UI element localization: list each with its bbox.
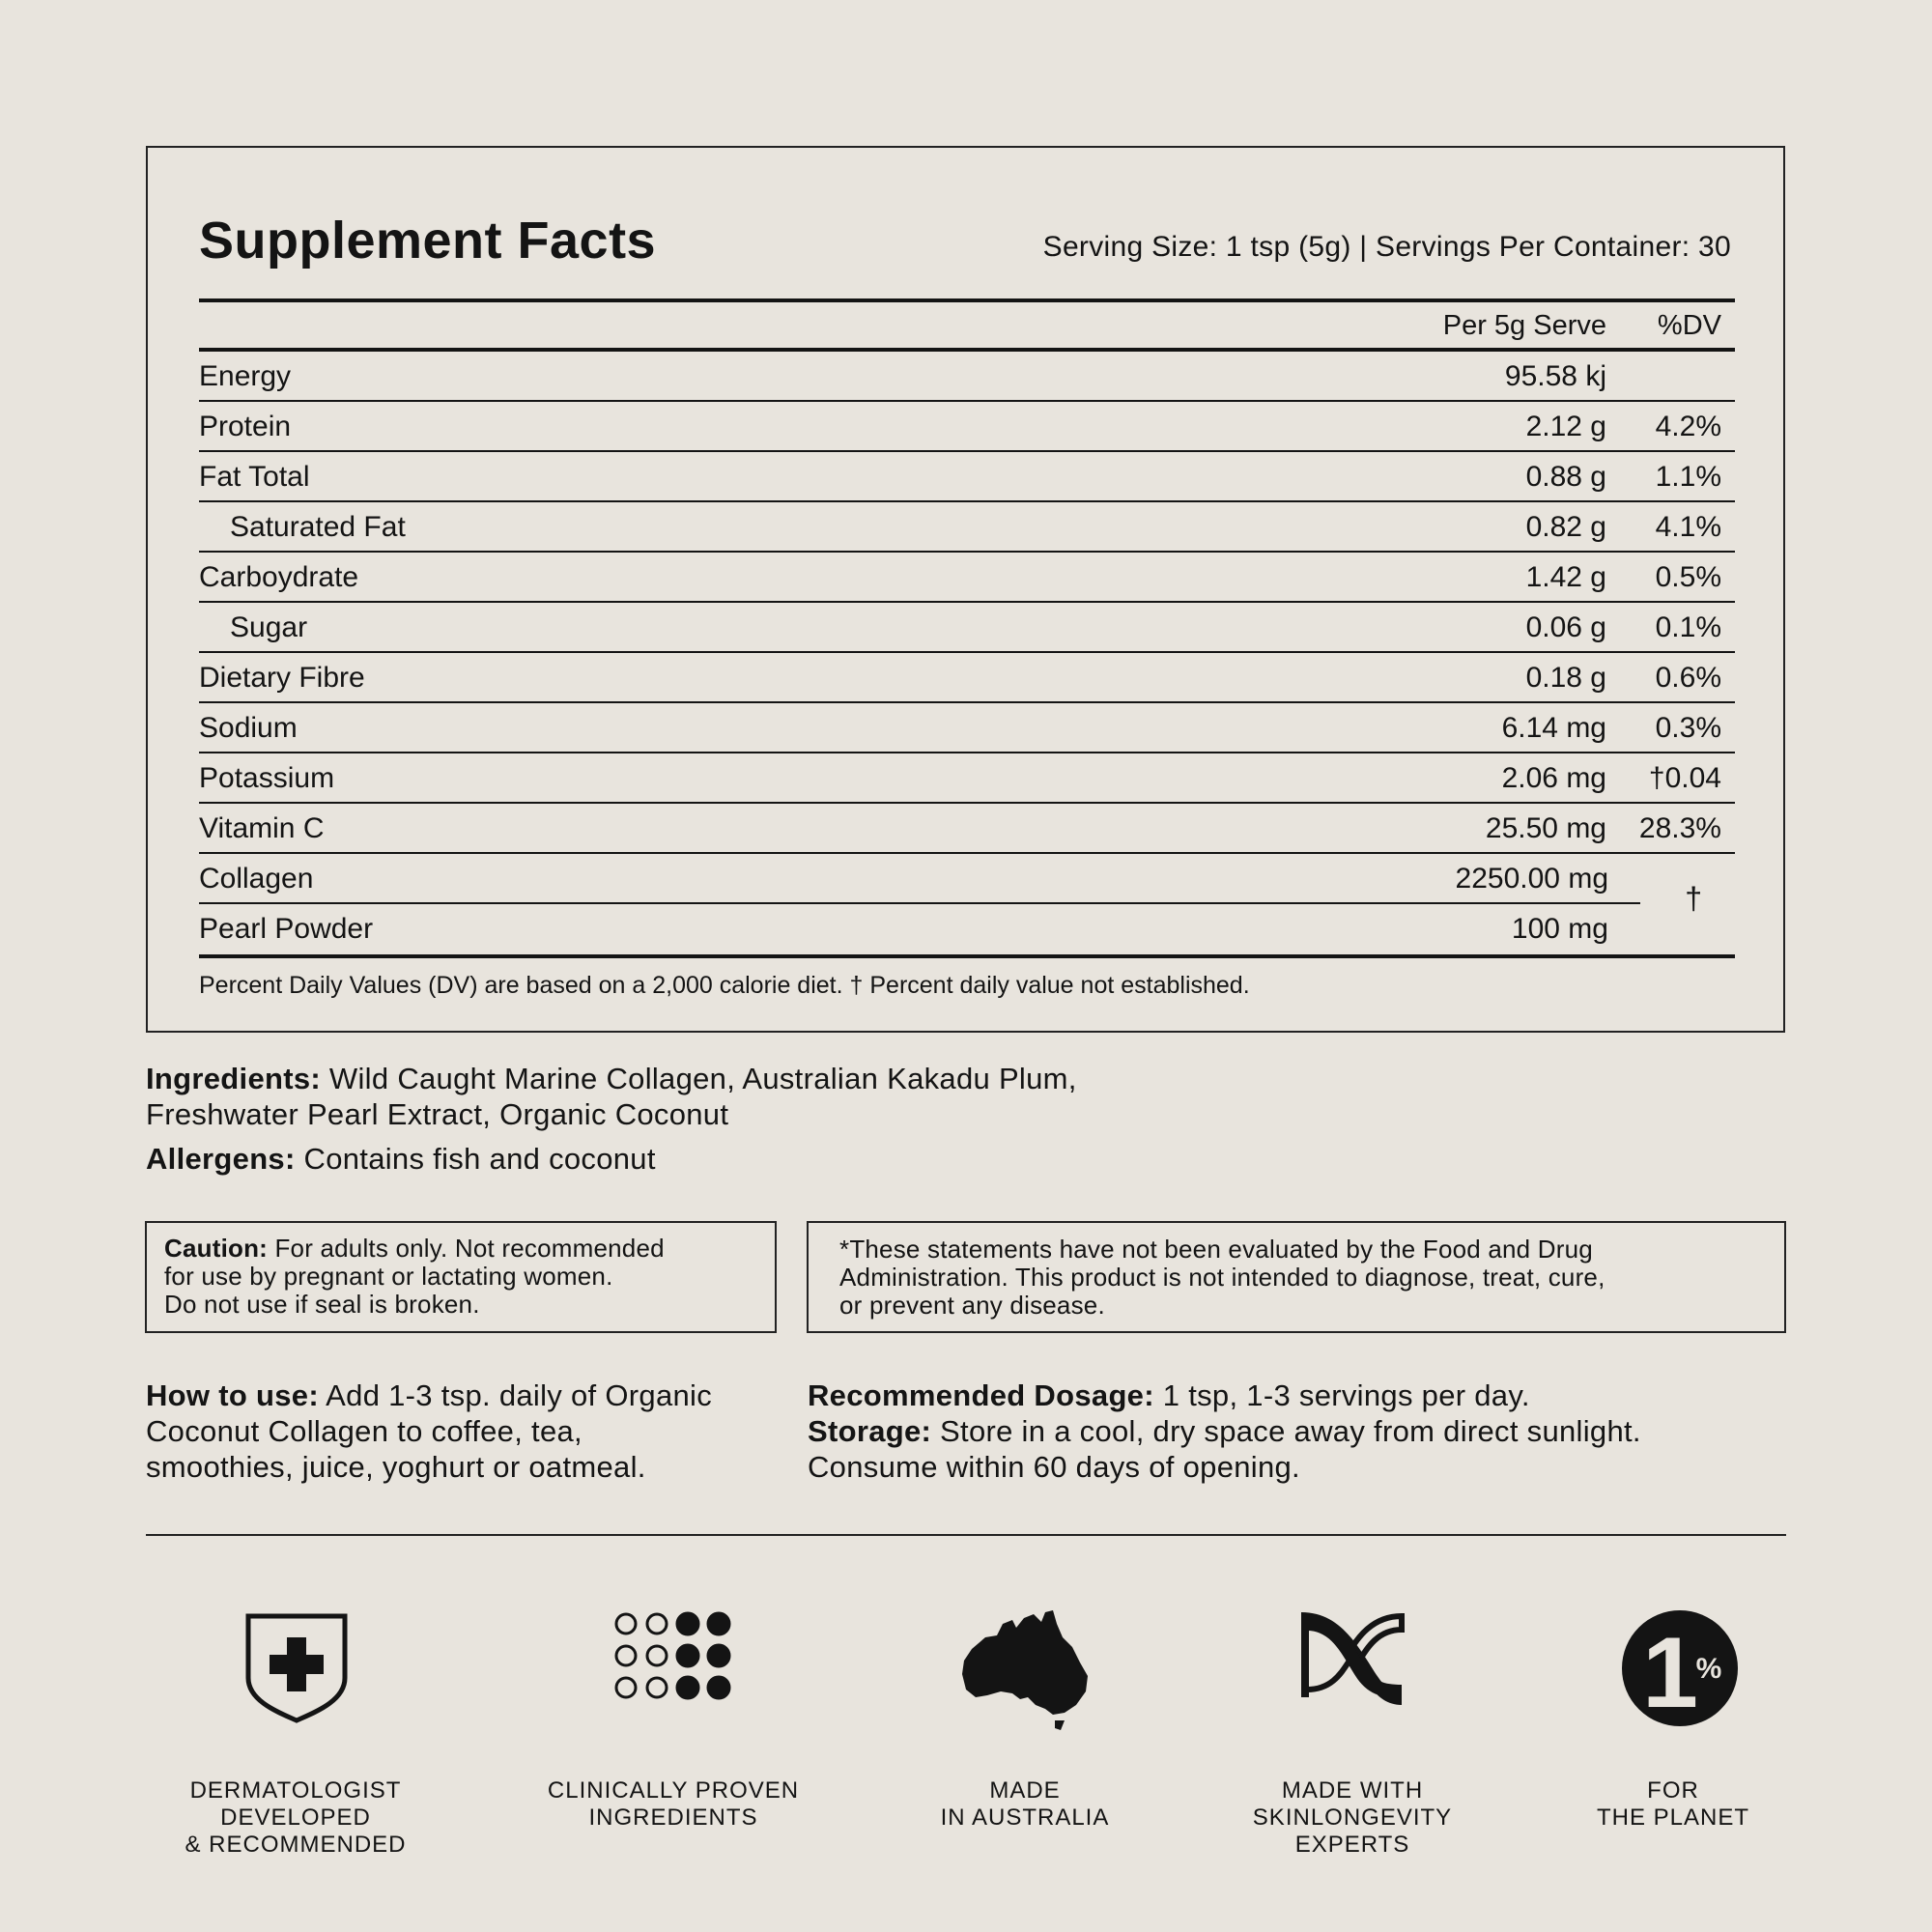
nutrient-name: Energy bbox=[199, 360, 292, 392]
nutrient-dv: 0.5% bbox=[1655, 561, 1721, 593]
nutrient-dv: 0.3% bbox=[1655, 712, 1721, 744]
nutrient-name: Sugar bbox=[230, 611, 308, 643]
group-dv-dagger: † bbox=[1685, 881, 1702, 916]
allergens-label: Allergens: bbox=[146, 1142, 296, 1176]
dosage-label: Recommended Dosage: bbox=[808, 1378, 1154, 1412]
nutrient-amount: 6.14 mg bbox=[1501, 712, 1606, 744]
table-row bbox=[199, 553, 1735, 603]
nutrient-dv: 0.6% bbox=[1655, 662, 1721, 694]
nutrient-name: Dietary Fibre bbox=[199, 662, 365, 694]
nutrient-dv: †0.04 bbox=[1648, 762, 1721, 794]
badge-line: DEVELOPED bbox=[220, 1804, 371, 1831]
table-row bbox=[199, 854, 1640, 904]
badge-one-percent bbox=[1535, 1608, 1825, 1728]
nutrient-amount: 0.82 g bbox=[1525, 511, 1606, 543]
section-divider bbox=[146, 1534, 1786, 1536]
table-row bbox=[199, 402, 1735, 452]
badge-label-made-in-australia bbox=[870, 1777, 1179, 1832]
nutrient-amount: 2.06 mg bbox=[1501, 762, 1606, 794]
australia-map-icon bbox=[952, 1608, 1097, 1734]
nutrient-dv: 0.1% bbox=[1655, 611, 1721, 643]
how-to-use-line-1: Add 1-3 tsp. daily of Organic bbox=[318, 1378, 713, 1412]
badge-line: EXPERTS bbox=[1294, 1832, 1410, 1858]
disclaimer-line-3: or prevent any disease. bbox=[839, 1291, 1105, 1320]
caution-line-2: for use by pregnant or lactating women. bbox=[164, 1262, 613, 1291]
nutrient-dv: 28.3% bbox=[1638, 812, 1721, 844]
nutrient-amount: 25.50 mg bbox=[1485, 812, 1606, 844]
table-row bbox=[199, 804, 1735, 854]
disclaimer-line-2: Administration. This product is not intended to diagnose, treat, cure, bbox=[839, 1263, 1605, 1292]
table-row bbox=[199, 703, 1735, 753]
nutrient-amount: 0.06 g bbox=[1525, 611, 1606, 643]
nutrient-name: Collagen bbox=[199, 863, 314, 895]
table-row bbox=[199, 653, 1735, 703]
facts-title: Supplement Facts bbox=[199, 212, 657, 270]
storage-label: Storage: bbox=[808, 1414, 932, 1448]
badge-line: MADE bbox=[989, 1777, 1061, 1804]
nutrient-name: Fat Total bbox=[199, 461, 310, 493]
badge-line: THE PLANET bbox=[1596, 1804, 1750, 1831]
badge-line: DERMATOLOGIST bbox=[189, 1777, 402, 1804]
one-percent-icon bbox=[1620, 1608, 1740, 1728]
ingredients-label: Ingredients: bbox=[146, 1062, 322, 1095]
badge-line: IN AUSTRALIA bbox=[940, 1804, 1110, 1831]
nutrient-amount: 0.18 g bbox=[1525, 662, 1606, 694]
table-row bbox=[199, 502, 1735, 553]
one-percent-number: 1 bbox=[1642, 1617, 1698, 1728]
badge-line: MADE WITH bbox=[1281, 1777, 1424, 1804]
nutrient-name: Carboydrate bbox=[199, 561, 359, 593]
caution-label: Caution: bbox=[164, 1234, 269, 1263]
nutrient-amount: 100 mg bbox=[1511, 913, 1608, 945]
ingredients-line-1: Wild Caught Marine Collagen, Australian Kakadu Plum, bbox=[321, 1062, 1077, 1095]
table-row-group bbox=[199, 854, 1735, 958]
one-percent-sign: % bbox=[1695, 1653, 1722, 1685]
nutrient-dv: 4.2% bbox=[1655, 411, 1721, 442]
nutrient-dv: 1.1% bbox=[1655, 461, 1721, 493]
nutrient-name: Saturated Fat bbox=[230, 511, 406, 543]
nutrient-dv: 4.1% bbox=[1655, 511, 1721, 543]
dot-grid-icon bbox=[611, 1608, 736, 1705]
fda-disclaimer-box bbox=[807, 1221, 1786, 1333]
badge-line: SKINLONGEVITY bbox=[1252, 1804, 1453, 1831]
nutrient-amount: 2.12 g bbox=[1525, 411, 1606, 442]
table-row bbox=[199, 352, 1735, 402]
how-to-use-label: How to use: bbox=[146, 1378, 319, 1412]
badge-label-dermatologist bbox=[141, 1777, 450, 1859]
shield-cross-icon bbox=[239, 1608, 355, 1724]
nutrient-name: Sodium bbox=[199, 712, 298, 744]
caution-box bbox=[145, 1221, 777, 1333]
caution-line-1: For adults only. Not recommended bbox=[268, 1234, 665, 1263]
how-to-use-line-3: smoothies, juice, yoghurt or oatmeal. bbox=[146, 1450, 646, 1484]
nutrient-amount: 0.88 g bbox=[1525, 461, 1606, 493]
table-header bbox=[199, 302, 1735, 352]
disclaimer-line-1: *These statements have not been evaluated by the Food and Drug bbox=[839, 1235, 1593, 1264]
nutrient-name: Vitamin C bbox=[199, 812, 325, 844]
nutrient-name: Pearl Powder bbox=[199, 913, 374, 945]
badge-line: FOR bbox=[1647, 1777, 1699, 1804]
table-row bbox=[199, 603, 1735, 653]
nutrient-name: Potassium bbox=[199, 762, 335, 794]
badge-label-one-percent bbox=[1519, 1777, 1828, 1832]
badge-line: CLINICALLY PROVEN bbox=[547, 1777, 800, 1804]
table-row bbox=[199, 904, 1640, 952]
serving-info: Serving Size: 1 tsp (5g) | Servings Per Container: 30 bbox=[1042, 231, 1731, 263]
nutrient-amount: 95.58 kj bbox=[1504, 360, 1606, 392]
badge-line: & RECOMMENDED bbox=[185, 1832, 407, 1858]
nutrient-amount: 2250.00 mg bbox=[1455, 863, 1608, 895]
caution-line-3: Do not use if seal is broken. bbox=[164, 1290, 480, 1319]
nutrient-name: Protein bbox=[199, 411, 292, 442]
storage-line-2: Consume within 60 days of opening. bbox=[808, 1450, 1300, 1484]
dv-footnote: Percent Daily Values (DV) are based on a 2,000 calorie diet. † Percent daily value not established. bbox=[199, 972, 1250, 999]
supplement-facts-panel bbox=[146, 146, 1785, 1033]
badge-dermatologist bbox=[152, 1608, 441, 1724]
column-header-amount: Per 5g Serve bbox=[1442, 310, 1606, 341]
table-row bbox=[199, 452, 1735, 502]
allergens-value: Contains fish and coconut bbox=[295, 1142, 656, 1176]
column-header-dv: %DV bbox=[1657, 310, 1721, 341]
how-to-use-line-2: Coconut Collagen to coffee, tea, bbox=[146, 1414, 582, 1448]
dosage-storage-text bbox=[808, 1378, 1641, 1485]
nutrient-amount: 1.42 g bbox=[1525, 561, 1606, 593]
badge-clinically-proven bbox=[528, 1608, 818, 1705]
badge-made-in-australia bbox=[880, 1608, 1170, 1734]
storage-line-1: Store in a cool, dry space away from direct sunlight. bbox=[931, 1414, 1641, 1448]
how-to-use-text bbox=[146, 1378, 712, 1485]
nutrition-table bbox=[199, 298, 1735, 958]
interlaced-curves-icon bbox=[1293, 1608, 1409, 1705]
badge-label-clinically-proven bbox=[519, 1777, 828, 1832]
ingredients-line-2: Freshwater Pearl Extract, Organic Coconut bbox=[146, 1097, 729, 1131]
dosage-value: 1 tsp, 1-3 servings per day. bbox=[1153, 1378, 1530, 1412]
table-row bbox=[199, 753, 1735, 804]
ingredients-text bbox=[146, 1061, 1077, 1132]
badge-skinlongevity bbox=[1207, 1608, 1496, 1705]
badge-line: INGREDIENTS bbox=[588, 1804, 758, 1831]
badge-label-skinlongevity bbox=[1198, 1777, 1507, 1859]
allergens-text bbox=[146, 1142, 656, 1177]
